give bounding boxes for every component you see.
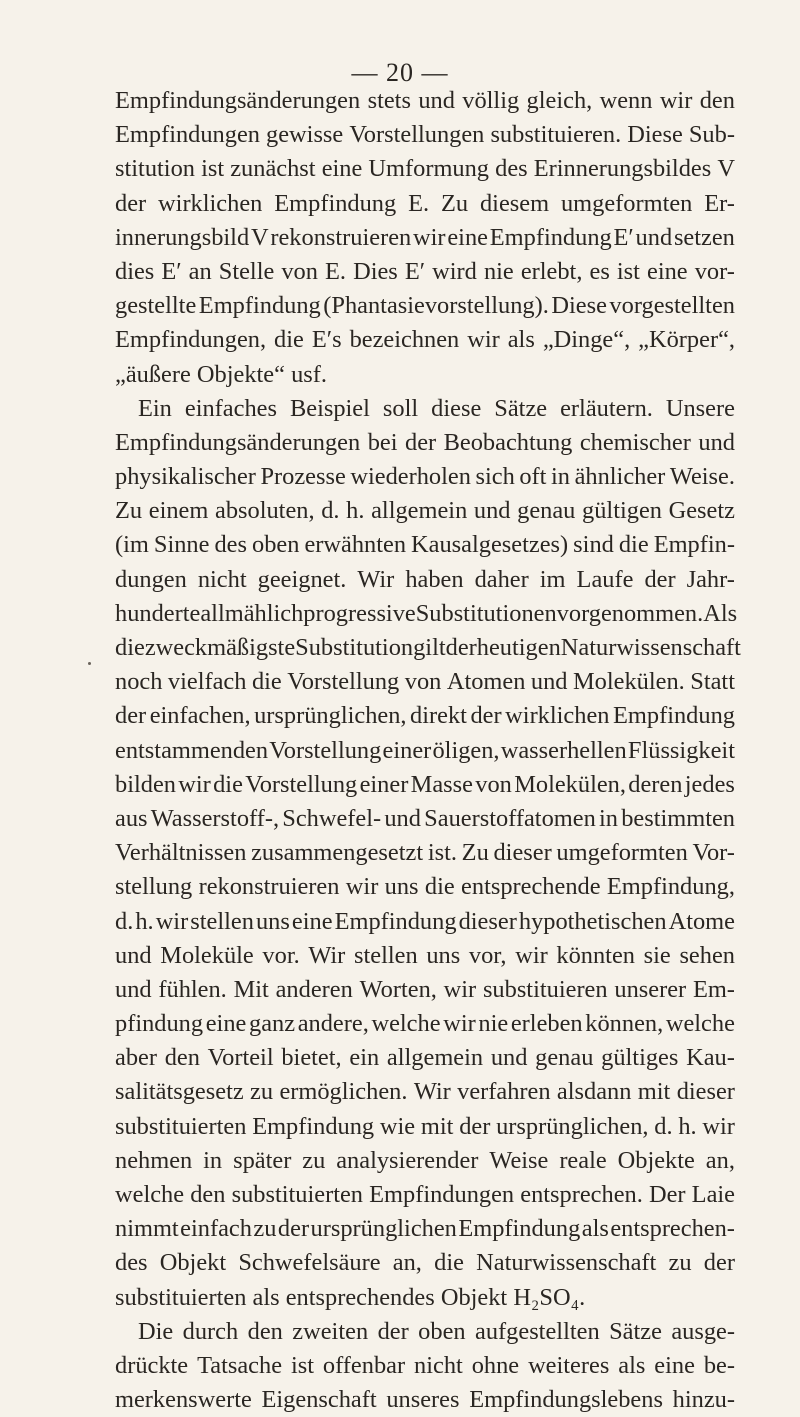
text-line: dungen nicht geeignet. Wir haben daher im Laufe der Jahr- [115, 565, 735, 593]
text-line: der wirklichen Empfindung E. Zu diesem umgeformten Er- [115, 189, 735, 217]
text-line: noch vielfach die Vorstellung von Atomen und Molekülen. Statt [115, 668, 735, 696]
text-line: drückte Tatsache ist offenbar nicht ohne weiteres als eine be- [115, 1351, 735, 1379]
page-number: — 20 — [351, 58, 449, 87]
text-line: aber den Vorteil bietet, ein allgemein und genau gültiges Kau- [115, 1044, 735, 1072]
text-line: bilden wir die Vorstellung einer Masse von Molekülen, deren jedes [115, 770, 735, 798]
text-line: der einfachen, ursprünglichen, direkt der wirklichen Empfindung [115, 702, 735, 730]
text-line: pfindung eine ganz andere, welche wir nie erleben können, welche [115, 1010, 735, 1038]
text-line: d. h. wir stellen uns eine Empfindung dieser hypothetischen Atome [115, 907, 735, 935]
text-line: und fühlen. Mit anderen Worten, wir substituieren unserer Em- [115, 975, 735, 1003]
text-line: entstammenden Vorstellung einer öligen, wasserhellen Flüssigkeit [115, 736, 735, 764]
text-line: welche den substituierten Empfindungen entsprechen. Der Laie [115, 1181, 735, 1208]
text-line: innerungsbild V rekonstruieren wir eine Empfindung E′ und setzen [115, 223, 735, 251]
text-line: dies E′ an Stelle von E. Dies E′ wird nie erlebt, es ist eine vor- [115, 257, 735, 285]
text-line: und Moleküle vor. Wir stellen uns vor, wir könnten sie sehen [115, 941, 735, 969]
text-line: merkenswerte Eigenschaft unseres Empfindungslebens hinzu- [115, 1386, 735, 1414]
text-line: salitätsgesetz zu ermöglichen. Wir verfahren alsdann mit dieser [115, 1078, 735, 1106]
text-line: nimmt einfach zu der ursprünglichen Empfindung als entsprechen- [115, 1215, 735, 1243]
text-line: Empfindungsänderungen bei der Beobachtung chemischer und [115, 428, 735, 456]
body-text [115, 84, 741, 1417]
text-line: Ein einfaches Beispiel soll diese Sätze erläutern. Unsere [138, 394, 735, 422]
text-line: nehmen in später zu analysierender Weise reale Objekte an, [115, 1146, 735, 1174]
text-line: stitution ist zunächst eine Umformung des Erinnerungsbildes V [115, 155, 735, 183]
text-line: Empfindungsänderungen stets und völlig gleich, wenn wir den [115, 87, 735, 114]
text-line: Empfindungen, die E′s bezeichnen wir als „Dinge“, „Körper“, [115, 326, 735, 354]
text-line: „äußere Objekte“ usf. [115, 360, 327, 388]
margin-mark [88, 662, 91, 665]
text-line: hunderte allmählich progressive Substitutionen vorgenommen. Als [115, 599, 738, 627]
text-line: stellung rekonstruieren wir uns die entsprechende Empfindung, [115, 873, 735, 901]
text-line: des Objekt Schwefelsäure an, die Naturwissenschaft zu der [115, 1249, 735, 1277]
text-line: Empfindungen gewisse Vorstellungen substituieren. Diese Sub- [115, 121, 735, 149]
text-line: Verhältnissen zusammengesetzt ist. Zu dieser umgeformten Vor- [115, 839, 735, 867]
text-line: gestellte Empfindung (Phantasievorstellung). Diese vorgestellten [115, 292, 735, 320]
text-line: die zweckmäßigste Substitution gilt der heutigen Naturwissenschaft [115, 634, 741, 661]
text-line: substituierten Empfindung wie mit der ursprünglichen, d. h. wir [115, 1112, 735, 1140]
text-line: aus Wasserstoff-, Schwefel- und Sauerstoffatomen in bestimmten [115, 804, 735, 832]
text-line: substituierten als entsprechendes Objekt H₂SO₄. [115, 1283, 586, 1311]
text-line: physikalischer Prozesse wiederholen sich oft in ähnlicher Weise. [115, 463, 735, 491]
text-line: Zu einem absoluten, d. h. allgemein und genau gültigen Gesetz [115, 497, 735, 525]
text-line: (im Sinne des oben erwähnten Kausalgesetzes) sind die Empfin- [115, 531, 735, 559]
text-line: Die durch den zweiten der oben aufgestellten Sätze ausge- [138, 1317, 735, 1345]
